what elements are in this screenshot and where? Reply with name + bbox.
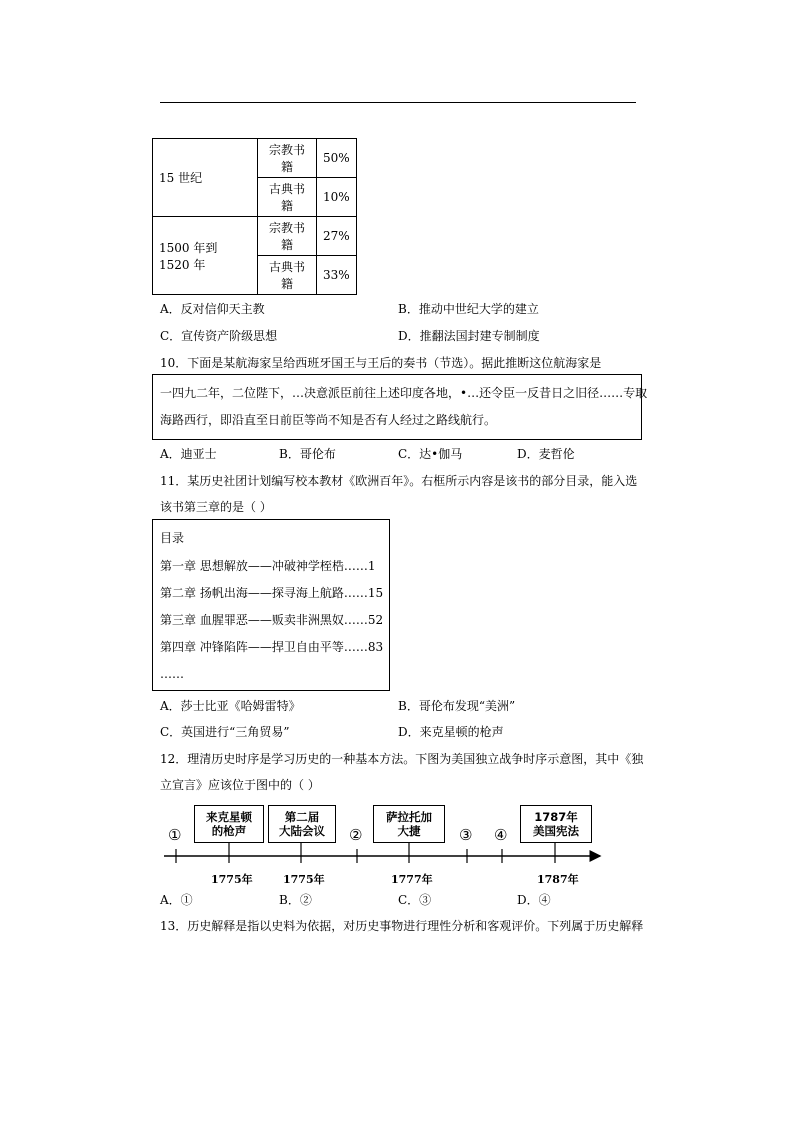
table-category-cell: 宗教书籍 (258, 217, 317, 256)
q11-stem-line-2: 该书第三章的是（ ） (160, 500, 272, 514)
event-label: 萨拉托加 (386, 810, 432, 824)
table-era-cell: 1500 年到 1520 年 (153, 217, 258, 295)
toc-title: 目录 (160, 531, 185, 545)
event-label: 第二届 (284, 810, 320, 824)
q10-option-a: A．迪亚士 (160, 447, 217, 461)
q12-stem-line-2: 立宣言》应该位于图中的（ ） (160, 778, 320, 792)
q11-option-a: A．莎士比亚《哈姆雷特》 (160, 699, 301, 713)
table-percent-cell: 33% (317, 256, 357, 295)
table-percent-cell: 27% (317, 217, 357, 256)
table-percent-cell: 50% (317, 139, 357, 178)
q11-option-b: B．哥伦布发现“美洲” (398, 699, 516, 713)
toc-item: 第二章 扬帆出海——探寻海上航路……15 (160, 586, 384, 600)
q11-option-d: D．来克星顿的枪声 (398, 725, 504, 739)
event-label: 来克星顿 (206, 810, 252, 824)
table-category-cell: 古典书籍 (258, 178, 317, 217)
toc-more: …… (160, 667, 184, 681)
timeline-year: 1787年 (537, 873, 579, 886)
timeline-marker-1: ① (168, 826, 182, 844)
q10-stem: 10．下面是某航海家呈给西班牙国王与王后的奏书（节选）。据此推断这位航海家是 (160, 356, 602, 370)
q10-option-c: C．达•伽马 (398, 447, 463, 461)
q12-option-c: C．③ (398, 893, 432, 907)
timeline-event-box (194, 805, 264, 843)
timeline-marker-3: ③ (459, 826, 473, 844)
q10-option-b: B．哥伦布 (279, 447, 336, 461)
event-label: 大捷 (397, 824, 421, 838)
timeline-event-box (373, 805, 445, 843)
timeline-marker-4: ④ (494, 826, 508, 844)
q9-option-b: B．推动中世纪大学的建立 (398, 302, 539, 316)
event-label: 的枪声 (211, 824, 247, 838)
timeline-event-box (268, 805, 336, 843)
table-era-cell: 15 世纪 (153, 139, 258, 217)
q12-option-d: D．④ (517, 893, 551, 907)
timeline-year: 1775年 (283, 873, 325, 886)
q11-option-c: C．英国进行“三角贸易” (160, 725, 290, 739)
timeline-event-box (520, 805, 592, 843)
toc-item: 第四章 冲锋陷阵——捍卫自由平等……83 (160, 640, 384, 654)
timeline-year: 1775年 (211, 873, 253, 886)
toc-item: 第一章 思想解放——冲破神学桎梏……1 (160, 559, 376, 573)
q9-option-d: D．推翻法国封建专制制度 (398, 329, 540, 343)
timeline-marker-2: ② (349, 826, 363, 844)
event-label: 美国宪法 (533, 824, 579, 838)
q11-stem-line-1: 11．某历史社团计划编写校本教材《欧洲百年》。右框所示内容是该书的部分目录，能入选 (160, 474, 638, 488)
q9-option-a: A．反对信仰天主教 (160, 302, 265, 316)
table-percent-cell: 10% (317, 178, 357, 217)
toc-item: 第三章 血腥罪恶——贩卖非洲黑奴……52 (160, 613, 384, 627)
q10-option-d: D．麦哲伦 (517, 447, 575, 461)
table-category-cell: 古典书籍 (258, 256, 317, 295)
q12-stem-line-1: 12．理清历史时序是学习历史的一种基本方法。下图为美国独立战争时序示意图，其中《独 (160, 752, 644, 766)
event-label: 1787年 (534, 810, 578, 824)
table-category-cell: 宗教书籍 (258, 139, 317, 178)
q12-option-a: A．① (160, 893, 193, 907)
event-label: 大陆会议 (279, 824, 325, 838)
q9-option-c: C．宣传资产阶级思想 (160, 329, 278, 343)
timeline-year: 1777年 (391, 873, 433, 886)
q10-quote-line-1: 一四九二年，二位陛下，…决意派臣前往上述印度各地，•…还令臣一反昔日之旧径……专取 (160, 386, 648, 400)
q10-quote-line-2: 海路西行，即沿直至日前臣等尚不知是否有人经过之路线航行。 (160, 413, 497, 427)
q12-option-b: B．② (279, 893, 312, 907)
q13-stem-line-1: 13．历史解释是指以史料为依据，对历史事物进行理性分析和客观评价。下列属于历史解释 (160, 919, 644, 933)
